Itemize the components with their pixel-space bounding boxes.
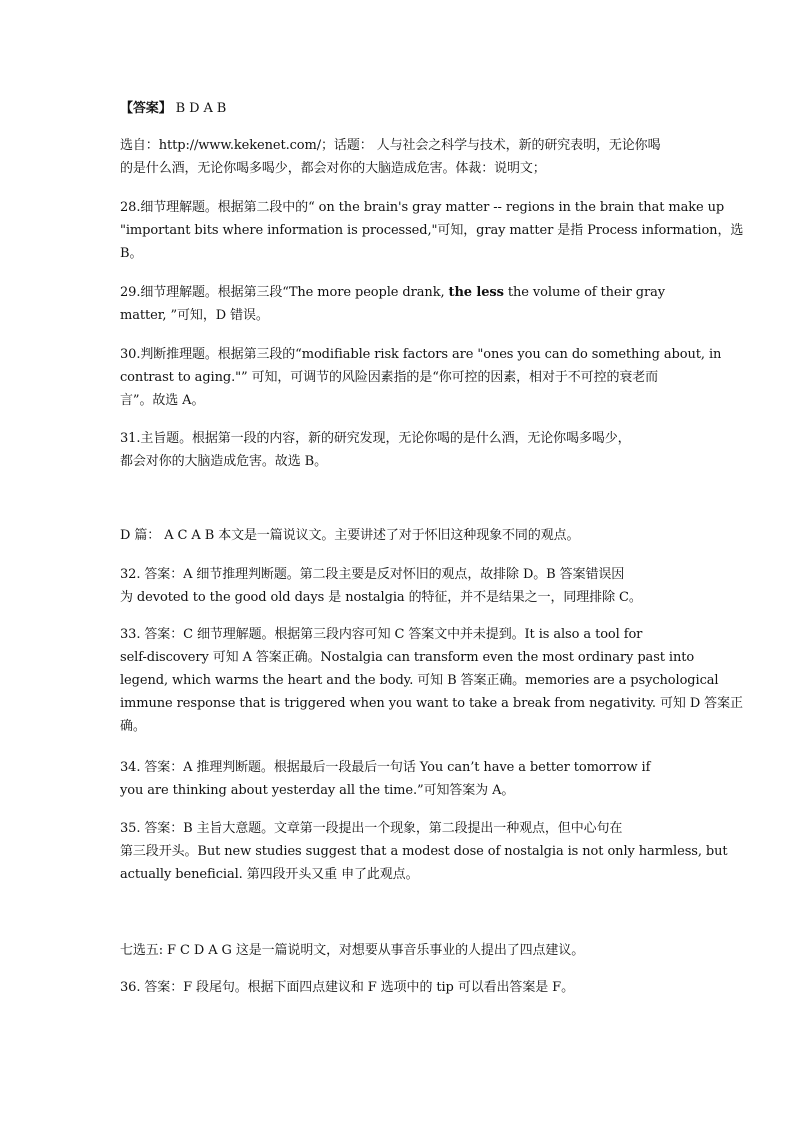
q32-line: 为 devoted to the good old days 是 nostalgia 的特征，并不是结果之一，同理排除 C。 xyxy=(120,590,642,605)
question-34-explanation xyxy=(120,756,676,802)
seven-choose-five-summary xyxy=(120,939,676,962)
q31-line: 都会对你的大脑造成危害。故选 B。 xyxy=(120,454,327,469)
q33-line: immune response that is triggered when you want to take a break from negativity. 可知 D 答案正 xyxy=(120,696,743,711)
question-35-explanation xyxy=(120,817,728,886)
answer-value: B D A B xyxy=(171,101,227,116)
q35-line: actually beneficial. 第四段开头又重 申了此观点。 xyxy=(120,867,419,882)
source-paragraph xyxy=(120,134,676,180)
q29-line2: matter, ”可知，D 错误。 xyxy=(120,308,269,323)
q31-line: 31.主旨题。根据第一段的内容，新的研究发现，无论你喝的是什么酒，无论你喝多喝少， xyxy=(120,431,631,446)
question-32-explanation xyxy=(120,563,676,609)
q34-line: you are thinking about yesterday all the time.”可知答案为 A。 xyxy=(120,783,515,798)
q35-line: 第三段开头。But new studies suggest that a modest dose of nostalgia is not only harmless, but xyxy=(120,844,728,859)
q35-line: 35. 答案：B 主旨大意题。文章第一段提出一个现象，第二段提出一种观点，但中心句在 xyxy=(120,821,623,836)
q29-line1-post: the volume of their gray xyxy=(503,285,665,300)
answer-label: 【答案】 xyxy=(120,101,172,116)
source-line: 选自：http://www.kekenet.com/；话题： 人与社会之科学与技术，新的研究表明，无论你喝 xyxy=(120,138,661,153)
q33-line: 33. 答案：C 细节理解题。根据第三段内容可知 C 答案文中并未提到。It is also a tool for xyxy=(120,627,643,642)
question-28-explanation xyxy=(120,196,744,265)
q33-line: 确。 xyxy=(120,719,146,734)
answer-header xyxy=(120,97,676,120)
question-30-explanation xyxy=(120,343,722,412)
q30-line: 言”。故选 A。 xyxy=(120,393,205,408)
q33-line: self-discovery 可知 A 答案正确。Nostalgia can transform even the most ordinary past into xyxy=(120,650,695,665)
q32-line: 32. 答案：A 细节推理判断题。第二段主要是反对怀旧的观点，故排除 D。B 答案错误因 xyxy=(120,567,625,582)
question-33-explanation xyxy=(120,623,743,738)
question-31-explanation xyxy=(120,427,676,473)
q34-line: 34. 答案：A 推理判断题。根据最后一段最后一句话 You can’t have a better tomorrow if xyxy=(120,760,651,775)
q36-line: 36. 答案：F 段尾句。根据下面四点建议和 F 选项中的 tip 可以看出答案是 F。 xyxy=(120,980,574,995)
q30-line: contrast to aging."” 可知，可调节的风险因素指的是“你可控的因素，相对于不可控的衰老而 xyxy=(120,370,659,385)
source-line: 的是什么酒，无论你喝多喝少，都会对你的大脑造成危害。体裁：说明文； xyxy=(120,161,546,176)
q29-bold-phrase: the less xyxy=(448,285,504,300)
q28-line: B。 xyxy=(120,246,143,261)
q29-line1-pre: 29.细节理解题。根据第三段“The more people drank, xyxy=(120,285,449,300)
part-d-summary xyxy=(120,524,676,547)
part-d-line: D 篇： A C A B 本文是一篇说议文。主要讲述了对于怀旧这种现象不同的观点。 xyxy=(120,528,580,543)
q28-line: 28.细节理解题。根据第二段中的“ on the brain's gray matter -- regions in the brain that make up xyxy=(120,200,725,215)
q33-line: legend, which warms the heart and the body. 可知 B 答案正确。memories are a psychological xyxy=(120,673,719,688)
q28-line: "important bits where information is processed,"可知，gray matter 是指 Process information，选 xyxy=(120,223,744,238)
seven-line: 七选五: F C D A G 这是一篇说明文，对想要从事音乐事业的人提出了四点建议。 xyxy=(120,943,585,958)
q30-line: 30.判断推理题。根据第三段的“modifiable risk factors are "ones you can do something about, in xyxy=(120,347,722,362)
question-29-explanation xyxy=(120,281,676,327)
question-36-explanation xyxy=(120,976,676,999)
